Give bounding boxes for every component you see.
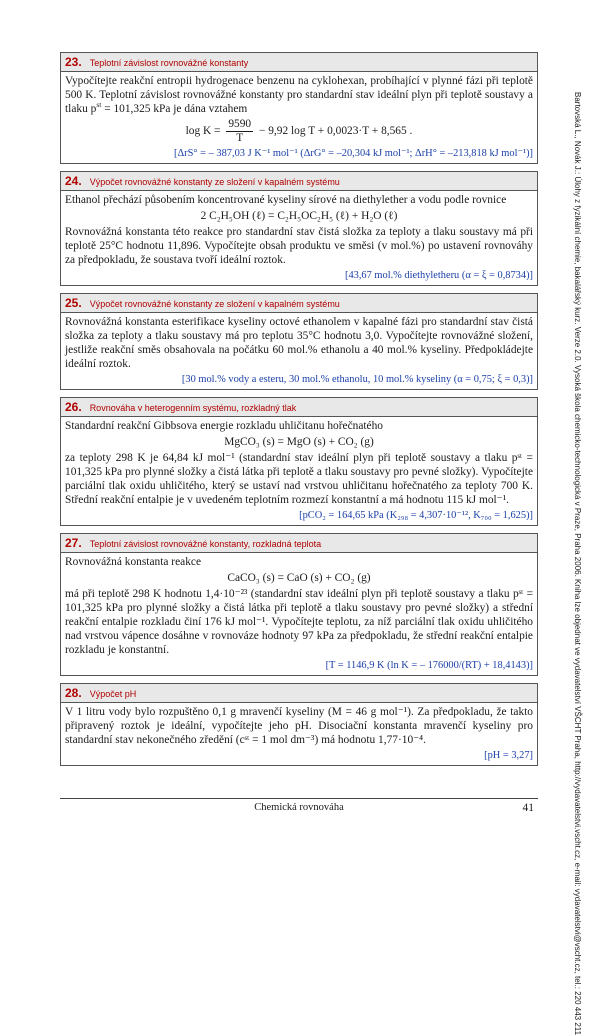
answer: [ΔrS° = – 387,03 J K⁻¹ mol⁻¹ (ΔrG° = –20,304 kJ mol⁻¹; ΔrH° = –213,818 kJ mol⁻¹)] (174, 148, 533, 159)
problem-26 (60, 397, 538, 526)
problem-body (61, 191, 537, 285)
answer: [30 mol.% vody a esteru, 30 mol.% ethanolu, 10 mol.% kyseliny (α = 0,75; ξ = 0,3)] (181, 374, 533, 385)
equation: log K = $\frac{9590}{T}$ − 9,92 log T + 0,0023·T + 8,565 . (185, 118, 413, 144)
problem-title: Teplotní závislost rovnovážné konstanty (89, 58, 249, 68)
problem-body (61, 553, 537, 675)
problem-header (61, 684, 537, 703)
problem-header (61, 172, 537, 191)
equation: MgCO₃ (s) = MgO (s) + CO₂ (g) (224, 436, 374, 448)
problem-header (61, 398, 537, 417)
problem-text: Rovnovážná konstanta této reakce pro standardní stav čistá složka za teploty a tlaku soustavy má při teplotě 25°C hodnotu 11,896. Vypočítejte obsah produktu ve směsi (v mol.%) po ustavení rovnováhy za předpokladu, že soustava tvoří ideální roztok. (65, 226, 533, 266)
answer: [pCO₂ = 164,65 kPa (K₂₉₈ = 4,307·10⁻¹², K₇₀₀ = 1,625)] (299, 510, 533, 521)
problem-body (61, 72, 537, 163)
page-footer (60, 798, 538, 814)
problem-text: má při teplotě 298 K hodnotu 1,4·10⁻²³ (standardní stav ideální plyn při teplotě soustavy a tlaku pˢᵗ = 101,325 kPa pro plynné složky a čistá látka při teplotě a tlaku soustavy pro pevné složky) a střední reakční entalpie rozkladu činí 176 kJ mol⁻¹. Vypočítejte teplotu, za níž parciální tlak oxidu uhličitého nad vrstvou vápence dosáhne v rovnováze hodnoty 97 kPa za předpokladu, že střední reakční entalpie rozkladu je konstantní. (65, 588, 533, 656)
problem-title: Výpočet pH (89, 689, 137, 699)
problem-body (61, 417, 537, 525)
footer-title: Chemická rovnováha (254, 802, 344, 813)
problem-title: Teplotní závislost rovnovážné konstanty, rozkladná teplota (89, 539, 322, 549)
problem-list (60, 52, 538, 773)
problem-number: 23. (65, 55, 82, 69)
problem-body (61, 313, 537, 389)
answer: [T = 1146,9 K (ln K = – 176000/(RT) + 18,4143)] (325, 660, 533, 671)
page-number: 41 (522, 802, 534, 814)
problem-header (61, 294, 537, 313)
problem-24 (60, 171, 538, 286)
problem-title: Výpočet rovnovážné konstanty ze složení v kapalném systému (89, 299, 340, 309)
side-note-text: Bartovská L., Novák J.: Úlohy z fyzikální chemie, bakalářský kurz. Verze 2.0. Vysoká škola chemicko-technologická v Praze, Praha 2006. Kniha lze objednat ve vydavatelství VŠCHT Praha, http://vydavatelstvi.vscht.cz, e-mail: vydavatelstvi@vscht.cz, tel.: 220 443 211 (573, 92, 582, 1035)
problem-number: 27. (65, 536, 82, 550)
problem-text: Ethanol přechází působením koncentrované kyseliny sírové na diethylether a vodu podle rovnice (65, 194, 507, 206)
answer: [pH = 3,27] (484, 750, 533, 761)
problem-text: za teploty 298 K je 64,84 kJ mol⁻¹ (standardní stav ideální plyn při teplotě soustavy a tlaku pˢᵗ = 101,325 kPa pro plynné složky a čistá látka při teplotě a tlaku soustavy pro pevné složky). Vypočítejte parciální tlak oxidu uhličitého, který se ustaví nad vrstvou uhličitanu hořečnatého za teploty 700 K. Střední reakční entalpie je v uvedeném teplotním rozmezí konstantní a má hodnotu 115 kJ mol⁻¹. (65, 452, 533, 506)
problem-number: 28. (65, 686, 82, 700)
problem-text: V 1 litru vody bylo rozpuštěno 0,1 g mravenčí kyseliny (M = 46 g mol⁻¹). Za předpokladu, že takto připravený roztok je ideální, vypočítejte jeho pH. Disociační konstanta mravenčí kyseliny pro standardní stav nekonečného zředění (cˢᵗ = 1 mol dm⁻³) má hodnotu 1,77·10⁻⁴. (65, 706, 533, 746)
problem-text: Rovnovážná konstanta esterifikace kyseliny octové ethanolem v kapalné fázi pro standardní stav čistá složka za teploty a tlaku soustavy má pro teplotu 35°C hodnotu 3,0. Vypočítejte rovnovážné složení, jestliže reakční směs obsahovala na počátku 60 mol.% ethanolu a 40 mol.% kyseliny. Předpokládejte ideální roztok. (65, 316, 533, 370)
problem-title: Rovnováha v heterogenním systému, rozkladný tlak (89, 403, 297, 413)
problem-27 (60, 533, 538, 676)
equation: CaCO₃ (s) = CaO (s) + CO₂ (g) (227, 572, 371, 584)
problem-number: 25. (65, 296, 82, 310)
problem-header (61, 53, 537, 72)
problem-text: Rovnovážná konstanta reakce (65, 556, 201, 568)
problem-title: Výpočet rovnovážné konstanty ze složení v kapalném systému (89, 177, 340, 187)
problem-header (61, 534, 537, 553)
problem-body (61, 703, 537, 765)
problem-28 (60, 683, 538, 766)
problem-23 (60, 52, 538, 164)
equation: 2 C₂H₅OH (ℓ) = C₂H₅OC₂H₅ (ℓ) + H₂O (ℓ) (200, 210, 398, 222)
problem-text: Vypočítejte reakční entropii hydrogenace benzenu na cyklohexan, probíhající v plynné fázi při teplotě 500 K. Teplotní závislost rovnovážné konstanty pro standardní stav ideální plyn při teplotě soustavy a tlaku $p^{st} = 101,325$ kPa je dána vztahem (65, 75, 533, 115)
side-note (572, 92, 582, 1035)
answer: [43,67 mol.% diethyletheru (α = ξ = 0,8734)] (344, 270, 533, 281)
problem-number: 26. (65, 400, 82, 414)
problem-number: 24. (65, 174, 82, 188)
problem-25 (60, 293, 538, 390)
problem-text: Standardní reakční Gibbsova energie rozkladu uhličitanu hořečnatého (65, 420, 383, 432)
